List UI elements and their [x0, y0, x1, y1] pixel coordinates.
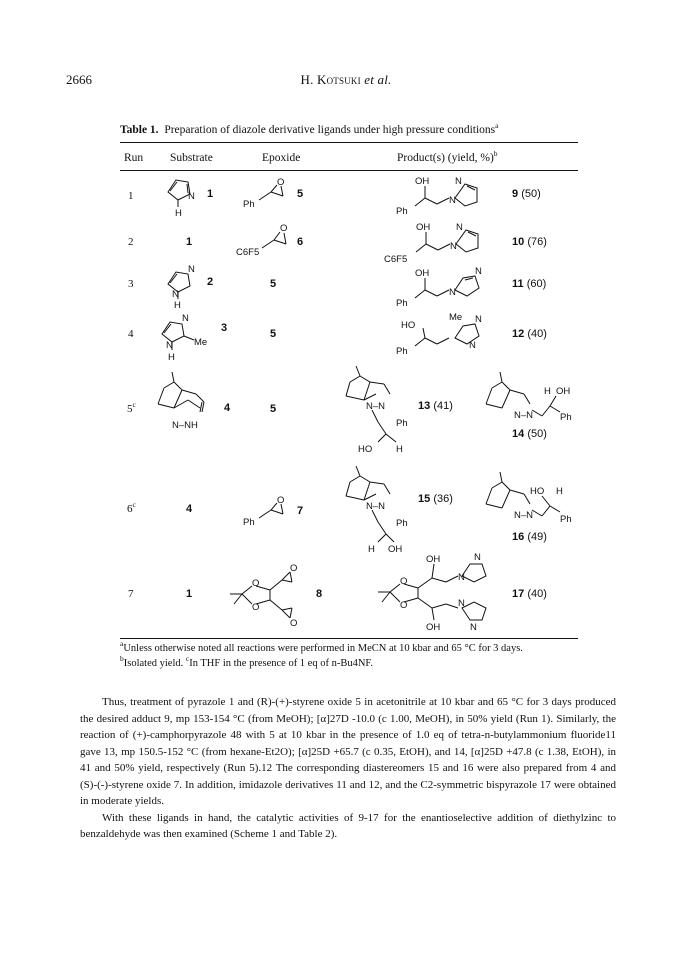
- caption-footnote-mark: a: [495, 121, 499, 130]
- imidazole-structure: [158, 262, 202, 310]
- table-label: Table 1.: [120, 124, 159, 136]
- product-number: 10: [512, 236, 525, 248]
- product-label: [512, 328, 547, 340]
- epoxide-number: 5: [297, 188, 304, 200]
- epoxide-number: 8: [316, 588, 323, 600]
- ph-label: Ph: [396, 298, 408, 309]
- run-number: 1: [128, 190, 134, 202]
- nn-label: N–N: [366, 401, 386, 412]
- run-number: 3: [128, 278, 134, 290]
- oh-label: OH: [556, 386, 571, 397]
- n-label: N: [449, 195, 456, 206]
- product-yield: (60): [526, 278, 547, 290]
- product-yield: (36): [433, 493, 453, 505]
- c6f5-label: C6F5: [236, 247, 260, 258]
- product-14-structure: [476, 368, 576, 428]
- substrate-number: 1: [207, 188, 214, 200]
- product-yield: (49): [527, 531, 547, 543]
- o-label: O: [277, 495, 285, 506]
- ph-label: Ph: [396, 206, 408, 217]
- running-author: [0, 72, 692, 88]
- h-label: H: [175, 208, 182, 218]
- col-header-substrate: Substrate: [170, 152, 213, 164]
- table-caption-text: Preparation of diazole derivative ligands under high pressure conditions: [164, 124, 496, 136]
- product-13-structure: [342, 362, 424, 456]
- styrene-oxide-structure: [243, 176, 293, 210]
- table-header-rule: [120, 170, 578, 171]
- footnote-text: Isolated yield.: [123, 658, 184, 669]
- h-label: H: [556, 486, 563, 497]
- me-label: Me: [194, 337, 208, 348]
- oh-label: OH: [426, 554, 441, 565]
- product-label: [512, 428, 547, 440]
- ho-label: HO: [401, 320, 416, 331]
- n-label: N: [455, 176, 462, 187]
- o-label: O: [400, 600, 408, 611]
- table-footnote-a: [120, 639, 523, 654]
- n-label: N: [474, 552, 481, 563]
- substrate-number: 1: [186, 236, 193, 248]
- table-caption: [120, 121, 499, 136]
- product-15-structure: [342, 462, 424, 556]
- n-label: N: [458, 598, 465, 609]
- ph-label: Ph: [396, 518, 408, 529]
- nh-label: N–NH: [172, 420, 198, 431]
- footnote-mark: b: [120, 654, 124, 663]
- body-paragraph-1: Thus, treatment of pyrazole 1 and (R)-(+)-styrene oxide 5 in acetonitrile at 10 kbar and 65 °C for 3 days produced the desired adduct 9, mp 153-154 °C (from MeOH); [α]27D -10.0 (c 1.00, MeOH), in 50% yield (Run 1). Similarly, the reaction of (+)-camphorpyrazole 48 with 5 at 10 kbar in the presence of 1.0 eq of tetra-n-butylammonium fluoride11 gave 13, mp 150.5-152 °C (from hexane-Et2O); [α]25D +65.7 (c 0.35, EtOH), and 14, [α]25D +47.8 (c 1.38, EtOH), in 41 and 50% yield, respectively (Run 5).12 The corresponding diastereomers 15 and 16 were also prepared from 4 and (S)-(-)-styrene oxide 7. In addition, imidazole derivatives 11 and 12, and the C2-symmetric bispyrazole 17 were obtained in moderate yields.: [80, 696, 616, 807]
- n-label: N: [470, 622, 477, 633]
- bis-epoxide-structure: [226, 564, 312, 628]
- product-yield: (50): [521, 188, 541, 200]
- footnote-mark: c: [185, 654, 190, 663]
- epoxide-number: 7: [297, 505, 304, 517]
- substrate-number: 3: [221, 322, 228, 334]
- n-label: N: [458, 572, 465, 583]
- page-number: 2666: [66, 72, 92, 87]
- ph-label: Ph: [243, 199, 255, 210]
- product-12-structure: [393, 308, 505, 360]
- pyrazole-structure: [158, 172, 202, 218]
- oh-label: OH: [426, 622, 441, 633]
- methylimidazole-structure: [150, 310, 220, 366]
- product-label: [512, 188, 541, 200]
- product-yield: (40): [527, 588, 547, 600]
- col-header-epoxide: Epoxide: [262, 152, 301, 164]
- product-label: [512, 531, 547, 543]
- o-label: O: [252, 578, 260, 589]
- n-label: N: [172, 289, 179, 300]
- h-label: H: [396, 444, 403, 455]
- nn-label: N–N: [514, 410, 534, 421]
- table-top-rule: [120, 142, 578, 143]
- c6f5-label: C6F5: [384, 254, 408, 265]
- col-header-run: Run: [124, 152, 144, 164]
- product-yield: (76): [527, 236, 547, 248]
- footnote-mark: a: [120, 639, 124, 648]
- me-label: Me: [449, 312, 463, 323]
- run-number-value: 5: [127, 403, 133, 415]
- body-paragraph-2: With these ligands in hand, the catalytic activities of 9-17 for the enantioselective addition of diethylzinc to benzaldehyde was then examined (Scheme 1 and Table 2).: [80, 811, 616, 840]
- product-yield: (40): [527, 328, 547, 340]
- h-label: H: [168, 352, 175, 363]
- o-label: O: [290, 618, 298, 628]
- product-number: 14: [512, 428, 525, 440]
- product-17-structure: [374, 550, 506, 634]
- ph-label: Ph: [243, 517, 255, 528]
- substrate-number: 1: [186, 588, 193, 600]
- o-label: O: [400, 576, 408, 587]
- product-label: [512, 236, 547, 248]
- camphorpyrazole-structure: [152, 368, 224, 440]
- author-name: H. Kotsuki: [300, 72, 361, 87]
- oh-label: OH: [388, 544, 403, 555]
- n-label: N: [182, 313, 189, 324]
- ph-label: Ph: [560, 412, 572, 423]
- oh-label: OH: [415, 176, 430, 187]
- n-label: N: [188, 264, 195, 275]
- ho-label: HO: [358, 444, 373, 455]
- table-footnote-bc: [120, 654, 374, 669]
- col-header-products-text: Product(s) (yield, %): [397, 152, 494, 164]
- product-10-structure: [380, 216, 506, 266]
- ph-label: Ph: [396, 346, 408, 357]
- product-11-structure: [393, 262, 505, 312]
- product-yield: (41): [433, 400, 453, 412]
- substrate-number: 4: [186, 503, 193, 515]
- oh-label: OH: [416, 222, 431, 233]
- product-number: 17: [512, 588, 525, 600]
- nn-label: N–N: [514, 510, 534, 521]
- o-label: O: [252, 602, 260, 613]
- h-label: H: [368, 544, 375, 555]
- o-label: O: [277, 177, 285, 188]
- substrate-number: 2: [207, 276, 214, 288]
- n-label: N: [188, 191, 195, 202]
- product-number: 15: [418, 493, 431, 505]
- author-suffix: et al.: [364, 72, 392, 87]
- o-label: O: [290, 564, 298, 574]
- product-number: 16: [512, 531, 525, 543]
- ph-label: Ph: [396, 418, 408, 429]
- epoxide-number: 6: [297, 236, 304, 248]
- run-number-value: 6: [127, 503, 133, 515]
- substrate-number: 4: [224, 402, 231, 414]
- product-16-structure: [476, 468, 576, 528]
- epoxide-number: 5: [270, 278, 277, 290]
- product-number: 13: [418, 400, 431, 412]
- styrene-oxide-structure: [243, 494, 293, 528]
- col-header-products: [397, 149, 498, 164]
- n-label: N: [166, 340, 173, 351]
- ph-label: Ph: [560, 514, 572, 525]
- products-footnote-mark: b: [493, 149, 498, 158]
- run-number: 4: [128, 328, 134, 340]
- body-text: [80, 694, 616, 843]
- run-number: 7: [128, 588, 134, 600]
- product-number: 11: [512, 278, 524, 290]
- epoxide-number: 5: [270, 328, 277, 340]
- run-number: [127, 500, 136, 515]
- pentafluorostyrene-oxide-structure: [236, 222, 296, 258]
- run-number: [127, 400, 136, 415]
- product-label: [512, 278, 546, 290]
- h-label: H: [174, 300, 181, 310]
- product-yield: (50): [527, 428, 547, 440]
- h-label: H: [544, 386, 551, 397]
- o-label: O: [280, 223, 288, 234]
- footnote-text: Unless otherwise noted all reactions were performed in MeCN at 10 kbar and 65 °C for 3 days.: [123, 643, 523, 654]
- n-label: N: [475, 314, 482, 325]
- n-label: N: [449, 287, 456, 298]
- n-label: N: [475, 266, 482, 277]
- ho-label: HO: [530, 486, 545, 497]
- product-number: 12: [512, 328, 525, 340]
- oh-label: OH: [415, 268, 430, 279]
- product-label: [512, 588, 547, 600]
- table-bottom-rule: [120, 638, 578, 639]
- n-label: N: [469, 340, 476, 351]
- run-footnote-mark: c: [132, 500, 136, 509]
- product-9-structure: [393, 170, 505, 218]
- epoxide-number: 5: [270, 403, 277, 415]
- run-number: 2: [128, 236, 134, 248]
- footnote-text: In THF in the presence of 1 eq of n-Bu4NF.: [189, 658, 374, 669]
- nn-label: N–N: [366, 501, 386, 512]
- n-label: N: [450, 241, 457, 252]
- run-footnote-mark: c: [132, 400, 136, 409]
- n-label: N: [456, 222, 463, 233]
- product-number: 9: [512, 188, 519, 200]
